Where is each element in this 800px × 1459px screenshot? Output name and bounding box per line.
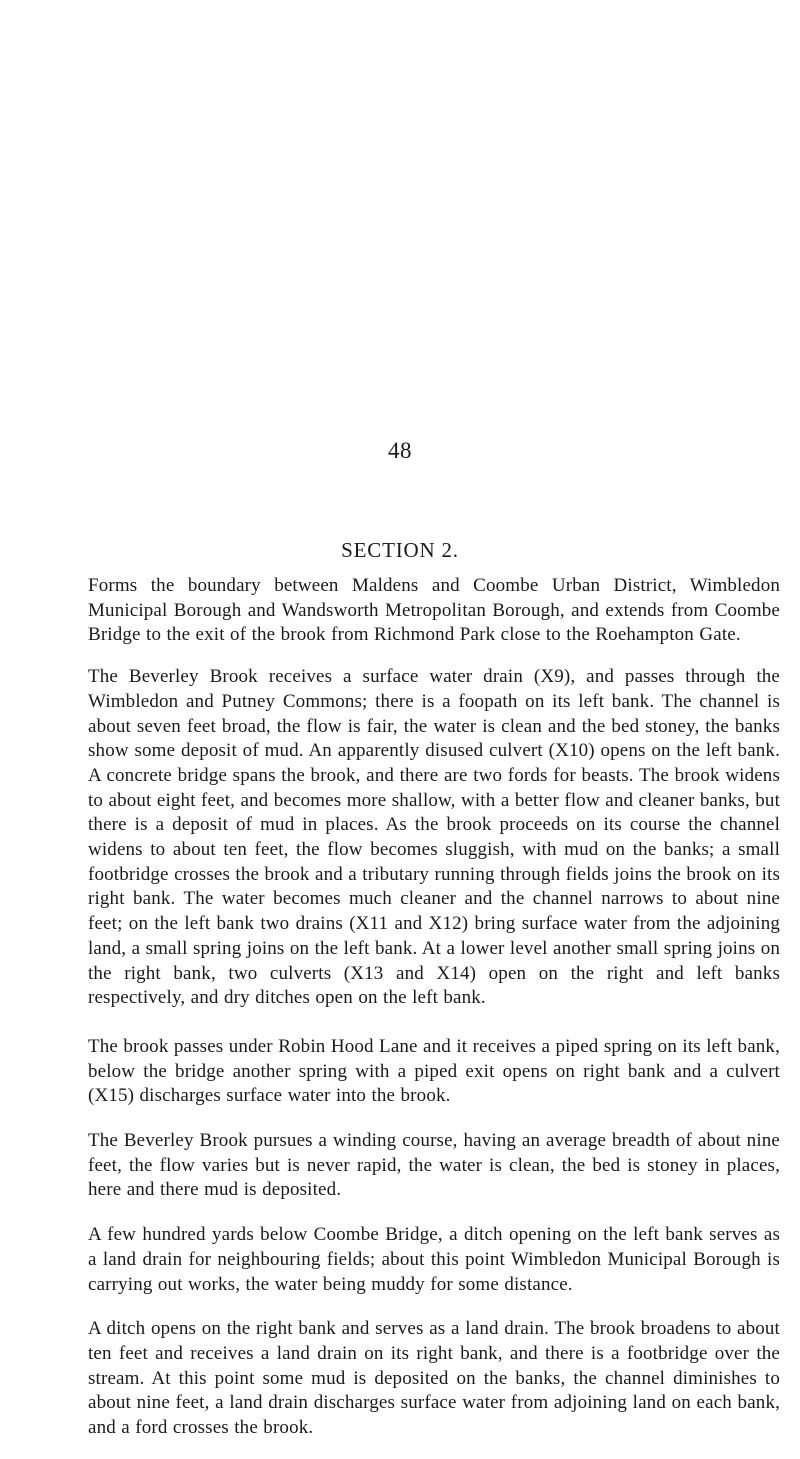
paragraph-winding-course: The Beverley Brook pursues a winding course, having an average breadth of about nine feet, the flow varies but is never rapid, the water is clean, the bed is stoney in places, here and there mud is deposited.	[88, 1130, 780, 1201]
paragraph-robin-hood-lane: The brook passes under Robin Hood Lane and it receives a piped spring on its left bank, below the bridge another spring with a piped exit opens on right bank and a culvert (X15) discharges surface water into the brook.	[88, 1035, 780, 1107]
paragraph-coombe-bridge: A few hundred yards below Coombe Bridge, a ditch opening on the left bank serves as a land drain for neighbouring fields; about this point Wimbledon Municipal Borough is carrying out works, the water being muddy for some distance.	[88, 1224, 780, 1295]
section-title: SECTION 2.	[341, 538, 459, 562]
body-text	[88, 574, 780, 1459]
paragraph-land-drain: A ditch opens on the right bank and serves as a land drain. The brook broadens to about ten feet and receives a land drain on its right bank, and there is a footbridge over the stream. At this point some mud is deposited on the banks, the channel diminishes to about nine feet, a land drain discharges surface water from adjoining land on each bank, and a ford crosses the brook.	[88, 1318, 780, 1439]
paragraph-commons-course: The Beverley Brook receives a surface water drain (X9), and passes through the Wimbledon and Putney Commons; there is a foopath on its left bank. The channel is about seven feet broad, the flow is fair, the water is clean and the bed stoney, the banks show some deposit of mud. An apparently disused culvert (X10) opens on the left bank. A concrete bridge spans the brook, and there are two fords for beasts. The brook widens to about eight feet, and becomes more shallow, with a better flow and cleaner banks, but there is a deposit of mud in places. As the brook proceeds on its course the channel widens to about ten feet, the flow becomes sluggish, with mud on the banks; a small footbridge crosses the brook and a tributary running through fields joins the brook on its right bank. The water becomes much cleaner and the channel narrows to about nine feet; on the left bank two drains (X11 and X12) bring surface water from the adjoining land, a small spring joins on the left bank. At a lower level another small spring joins on the right bank, two culverts (X13 and X14) open on the right and left banks respectively, and dry ditches open on the left bank.	[88, 666, 780, 1009]
page-number: 48	[388, 438, 412, 463]
paragraph-boundary: Forms the boundary between Maldens and Coombe Urban District, Wimbledon Municipal Borough and Wandsworth Metropolitan Borough, and extends from Coombe Bridge to the exit of the brook from Richmond Park close to the Roehampton Gate.	[88, 575, 780, 646]
